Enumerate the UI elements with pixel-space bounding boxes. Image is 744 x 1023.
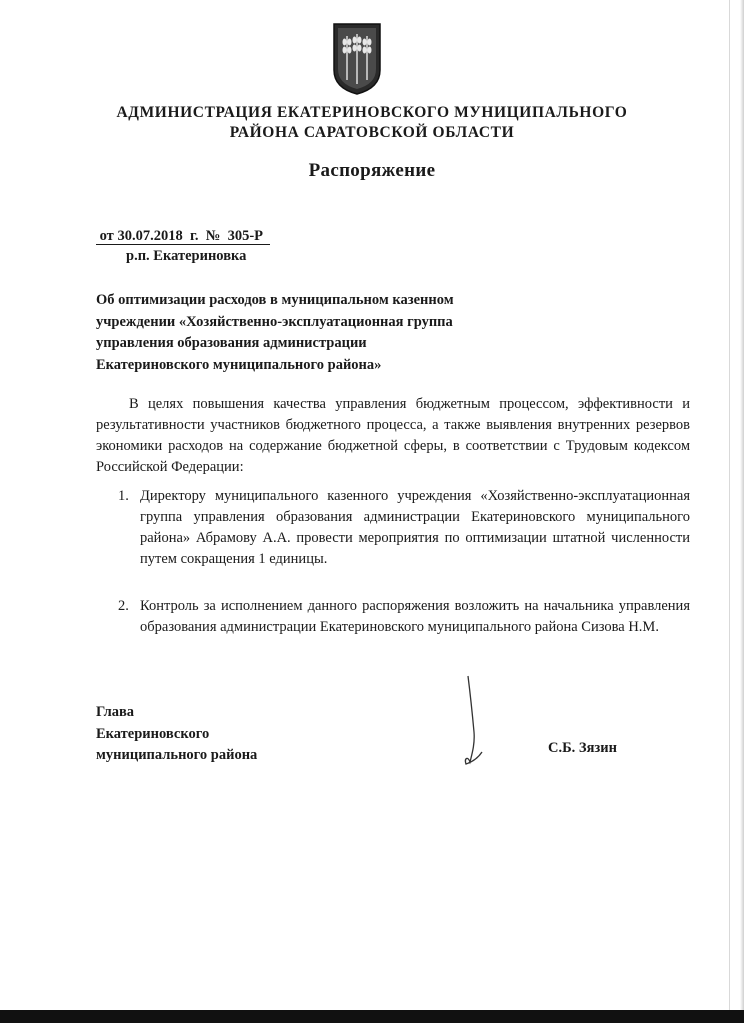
signatory-name: С.Б. Зязин — [548, 740, 617, 756]
date-prefix: от — [99, 228, 114, 244]
order-item — [118, 596, 690, 638]
order-item-number: 2. — [118, 598, 129, 614]
subject-line: Об оптимизации расходов в муниципальном казенном — [96, 292, 454, 308]
scan-edge-shadow — [740, 0, 744, 1023]
order-item-text: Директору муниципального казенного учреждения «Хозяйственно-эксплуатационная группа управления образования администрации Екатериновского муниципального района» Абрамову А.А. провести мероприятия по оптимизации штатной численности путем сокращения 1 единицы. — [140, 488, 690, 567]
document-date: 30.07.2018 — [117, 228, 183, 244]
signatory-title — [96, 702, 257, 767]
document-number: 305-Р — [227, 228, 264, 244]
document-subject — [96, 290, 566, 376]
order-item — [118, 486, 690, 570]
order-item-text: Контроль за исполнением данного распоряжения возложить на начальника управления образования администрации Екатериновского муниципального района Сизова Н.М. — [140, 598, 690, 635]
subject-line: управления образования администрации — [96, 335, 367, 351]
scan-bottom-border — [0, 1010, 744, 1023]
organization-name-line2: РАЙОНА САРАТОВСКОЙ ОБЛАСТИ — [229, 124, 515, 141]
order-item-number: 1. — [118, 488, 129, 504]
subject-line: Екатериновского муниципального района» — [96, 356, 382, 373]
organization-name-line1: АДМИНИСТРАЦИЯ ЕКАТЕРИНОВСКОГО МУНИЦИПАЛЬНОГО — [116, 104, 628, 121]
scan-edge-line — [729, 0, 730, 1023]
year-suffix: г. — [189, 228, 199, 244]
signatory-title-line: Екатериновского — [96, 725, 210, 742]
preamble-paragraph: В целях повышения качества управления бюджетным процессом, эффективности и результативности участников бюджетного процесса, а также выявления внутренних резервов экономики расходов на содержание бюджетной сферы, в соответствии с Трудовым кодексом Российской Федерации: — [96, 396, 690, 475]
handwritten-signature-icon — [448, 672, 498, 772]
date-number-line — [96, 228, 270, 245]
document-type-title: Распоряжение — [308, 160, 436, 181]
document-body — [96, 394, 690, 478]
signatory-title-line: муниципального района — [96, 747, 258, 763]
subject-line: учреждении «Хозяйственно-эксплуатационная группа — [96, 313, 453, 330]
coat-of-arms-icon — [332, 22, 382, 96]
signatory-title-line: Глава — [96, 704, 135, 720]
place-of-issue: р.п. Екатериновка — [126, 248, 247, 264]
number-sign: № — [205, 228, 221, 244]
